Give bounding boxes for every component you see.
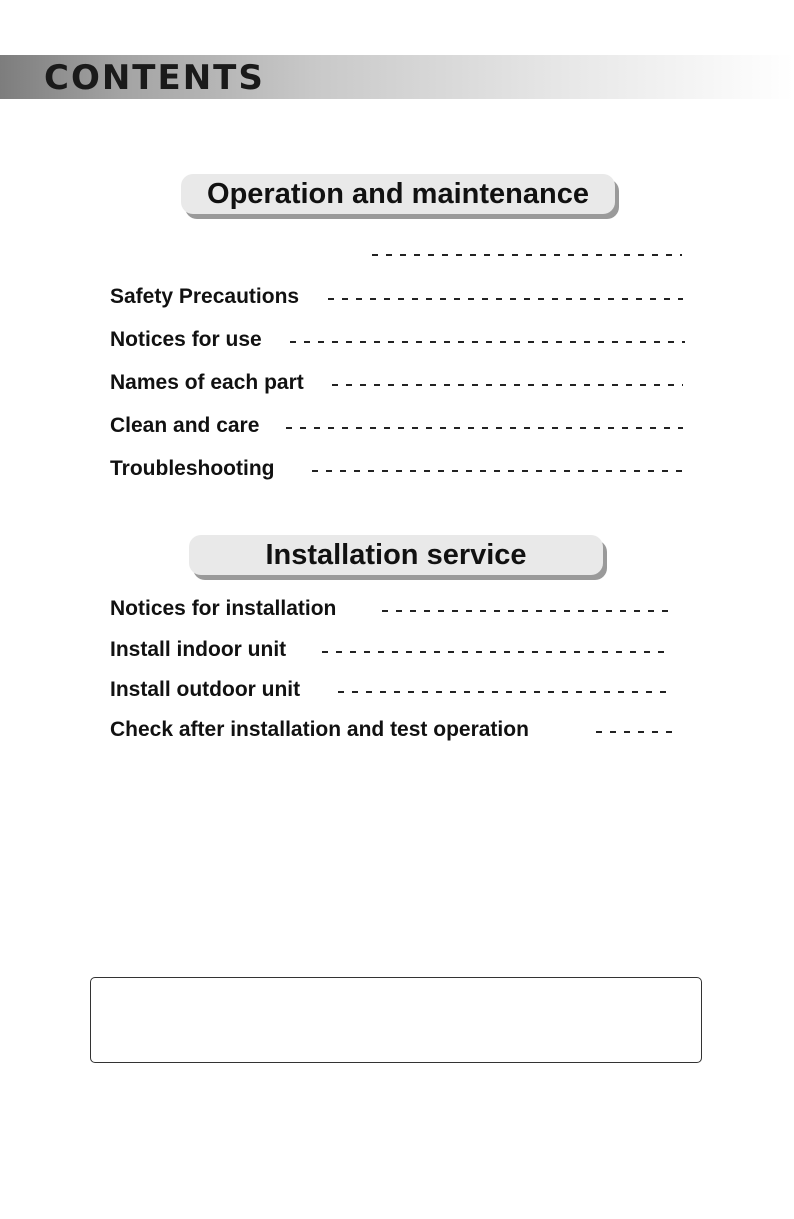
toc-leader [338, 691, 672, 693]
section-title-installation: Installation service [189, 535, 603, 575]
toc-item-label: Install indoor unit [110, 638, 287, 661]
toc-item-troubleshooting[interactable] [110, 456, 685, 482]
toc-leader [328, 298, 683, 300]
toc-item-names-of-each-part[interactable] [110, 370, 685, 396]
toc-leader [322, 651, 672, 653]
toc-item-install-outdoor-unit[interactable] [110, 677, 675, 703]
page-title: CONTENTS [44, 58, 265, 98]
toc-item-label: Safety Precautions [110, 285, 300, 308]
section-title-operation: Operation and maintenance [181, 174, 615, 214]
toc-leader-orphan [372, 254, 682, 256]
toc-item-notices-for-use[interactable] [110, 327, 685, 353]
toc-leader [286, 427, 683, 429]
toc-item-clean-and-care[interactable] [110, 413, 685, 439]
toc-item-label: Notices for installation [110, 597, 337, 620]
toc-item-label: Install outdoor unit [110, 678, 301, 701]
toc-item-label: Clean and care [110, 414, 260, 437]
toc-item-check-after-installation[interactable] [110, 717, 675, 743]
toc-leader [290, 341, 685, 343]
toc-leader [382, 610, 672, 612]
toc-item-label: Troubleshooting [110, 457, 275, 480]
toc-item-install-indoor-unit[interactable] [110, 637, 675, 663]
contents-header-bar [0, 55, 794, 99]
toc-item-safety-precautions[interactable] [110, 284, 685, 310]
toc-leader [332, 384, 683, 386]
toc-item-notices-for-installation[interactable] [110, 596, 675, 622]
note-box [90, 977, 702, 1063]
toc-item-label: Notices for use [110, 328, 262, 351]
toc-leader [596, 731, 672, 733]
toc-item-label: Check after installation and test operation [110, 718, 529, 741]
toc-item-label: Names of each part [110, 371, 304, 394]
toc-leader [312, 470, 683, 472]
